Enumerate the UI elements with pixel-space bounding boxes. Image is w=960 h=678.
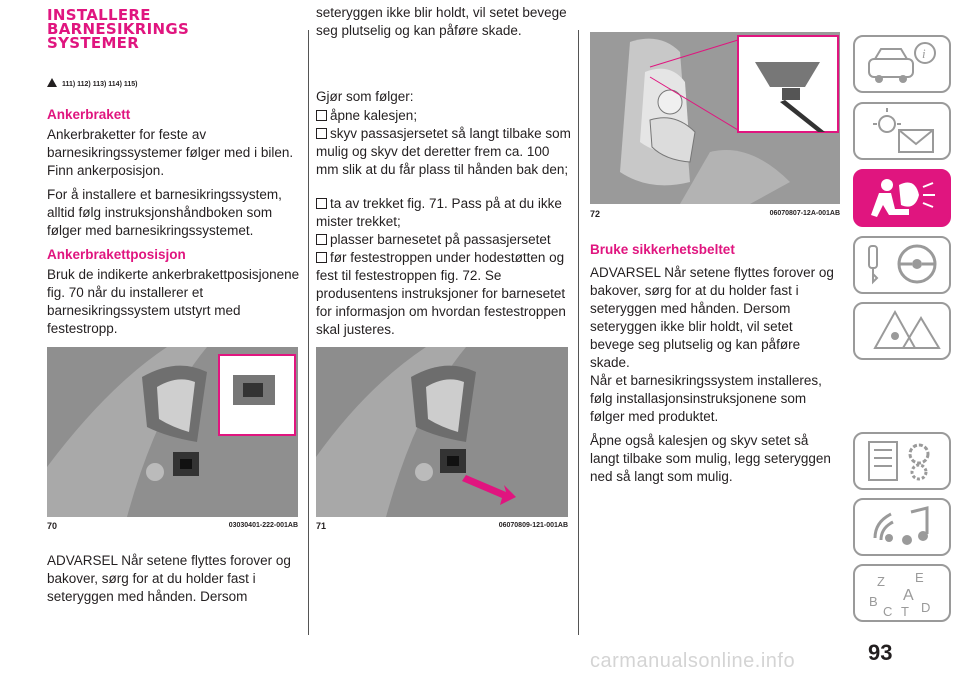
figure-71-number: 71 — [316, 521, 327, 531]
seat-airbag-icon — [855, 171, 949, 225]
svg-text:A: A — [903, 587, 914, 604]
step-4-text: plasser barnesetet på passasjersetet — [330, 232, 551, 247]
col3-paragraph-2: Når et barnesikringssystem installeres, følg installasjonsinstruksjonene som følger med produktet. — [590, 373, 822, 424]
svg-text:C: C — [883, 604, 893, 619]
figure-70-caption — [47, 521, 298, 531]
figure-72-number: 72 — [590, 209, 601, 219]
title-line-2: BARNESIKRINGS — [47, 20, 190, 38]
figure-72-code: 06070807-12A-001AB — [769, 210, 840, 217]
tab-multimedia[interactable] — [853, 498, 951, 556]
svg-text:B: B — [869, 594, 878, 609]
maintenance-icon — [855, 434, 949, 488]
step-5-text: før festestroppen under hodestøtten og fest til festestroppen fig. 72. Se produsentens instruksjoner for barnesetet for informasjon om hvordan festestroppen skal justeres. — [316, 250, 566, 337]
col3-paragraph-1: ADVARSEL Når setene flyttes forover og bakover, sørg for at du holder fast i seteryggen med hånden. Dersom seteryggen ikke blir holdt, vil setet bevege seg plutselig og kan påføre skade. — [590, 265, 834, 370]
breakdown-triangle-icon — [855, 304, 949, 358]
figure-71-illustration — [316, 347, 568, 517]
steering-wheel-icon — [855, 238, 949, 292]
column-divider-2 — [578, 30, 579, 635]
column-divider-1 — [308, 30, 309, 635]
step-2-checkbox-icon — [316, 128, 327, 139]
figure-70-code: 03030401-222-001AB — [228, 522, 298, 529]
col1-paragraph-1: Ankerbraketter for feste av barnesikringssystemer følger med i bilen. Finn ankerposisjon. — [47, 127, 294, 178]
warning-triangle-icon — [47, 78, 57, 87]
col2-paragraph-1: seteryggen ikke blir holdt, vil setet bevege seg plutselig og kan påføre skade. — [316, 5, 567, 38]
col1-paragraph-4: ADVARSEL Når setene flyttes forover og bakover, sørg for at du holder fast i seteryggen med hånden. Dersom — [47, 553, 291, 604]
step-5-checkbox-icon — [316, 252, 327, 263]
tab-car-info[interactable] — [853, 35, 951, 93]
svg-text:E: E — [915, 570, 924, 585]
figure-70-number: 70 — [47, 521, 58, 531]
figure-72 — [590, 32, 840, 204]
car-info-icon — [855, 37, 949, 91]
col1-paragraph-3: Bruk de indikerte ankerbrakettposisjonene fig. 70 når du installerer et barnesikringssystem utstyrt med festestropp. — [47, 267, 300, 336]
tab-maintenance[interactable] — [853, 432, 951, 490]
title-line-1: INSTALLERE — [47, 6, 151, 24]
page-number: 93 — [868, 640, 893, 665]
step-3 — [316, 195, 572, 231]
step-2 — [316, 125, 572, 179]
step-4 — [316, 231, 572, 249]
step-4-checkbox-icon — [316, 234, 327, 245]
svg-text:D: D — [921, 600, 931, 615]
step-2-text: skyv passasjersetet så langt tilbake som mulig og skyv det deretter frem ca. 100 mm slik at du får plass til hånden bak den; — [316, 126, 571, 177]
figure-72-caption — [590, 209, 840, 219]
heading-ankerbrakett: Ankerbrakett — [47, 107, 131, 122]
warning-lights-icon — [855, 104, 949, 158]
figure-71-caption — [316, 521, 568, 531]
tab-safety[interactable] — [853, 169, 951, 227]
step-1 — [316, 107, 572, 125]
tab-index[interactable] — [853, 564, 951, 622]
figure-71 — [316, 347, 568, 517]
col2-paragraph-2: Gjør som følger: — [316, 89, 414, 104]
tab-warning-lights[interactable] — [853, 102, 951, 160]
figure-70 — [47, 347, 298, 517]
step-5 — [316, 249, 572, 339]
section-title — [47, 8, 189, 50]
warning-refs-text: 111) 112) 113) 114) 115) — [61, 81, 138, 88]
title-line-3: SYSTEMER — [47, 34, 140, 52]
col3-paragraph-3: Åpne også kalesjen og skyv setet så langt tilbake som mulig, legg seteryggen ned så langt som mulig. — [590, 433, 831, 484]
index-letters-icon — [855, 566, 949, 620]
tab-starting-driving[interactable] — [853, 236, 951, 294]
warning-references — [47, 78, 137, 88]
multimedia-icon — [855, 500, 949, 554]
figure-71-code: 06070809-121-001AB — [498, 522, 568, 529]
step-3-text: ta av trekket fig. 71. Pass på at du ikke mister trekket; — [316, 196, 562, 229]
heading-bruke-sikkerhetsbeltet: Bruke sikkerhetsbeltet — [590, 242, 735, 257]
svg-text:T: T — [901, 604, 909, 619]
watermark: carmanualsonline.info — [590, 650, 796, 672]
step-1-checkbox-icon — [316, 110, 327, 121]
step-1-text: åpne kalesjen; — [330, 108, 418, 123]
step-3-checkbox-icon — [316, 198, 327, 209]
svg-text:i: i — [922, 46, 926, 61]
heading-ankerbrakettposisjon: Ankerbrakettposisjon — [47, 247, 186, 262]
figure-72-illustration — [590, 32, 840, 204]
svg-text:Z: Z — [877, 574, 885, 589]
tab-emergency[interactable] — [853, 302, 951, 360]
col1-paragraph-2: For å installere et barnesikringssystem, alltid følg instruksjonshåndboken som følger med barnesikringssystemet. — [47, 187, 282, 238]
figure-70-illustration — [47, 347, 298, 517]
